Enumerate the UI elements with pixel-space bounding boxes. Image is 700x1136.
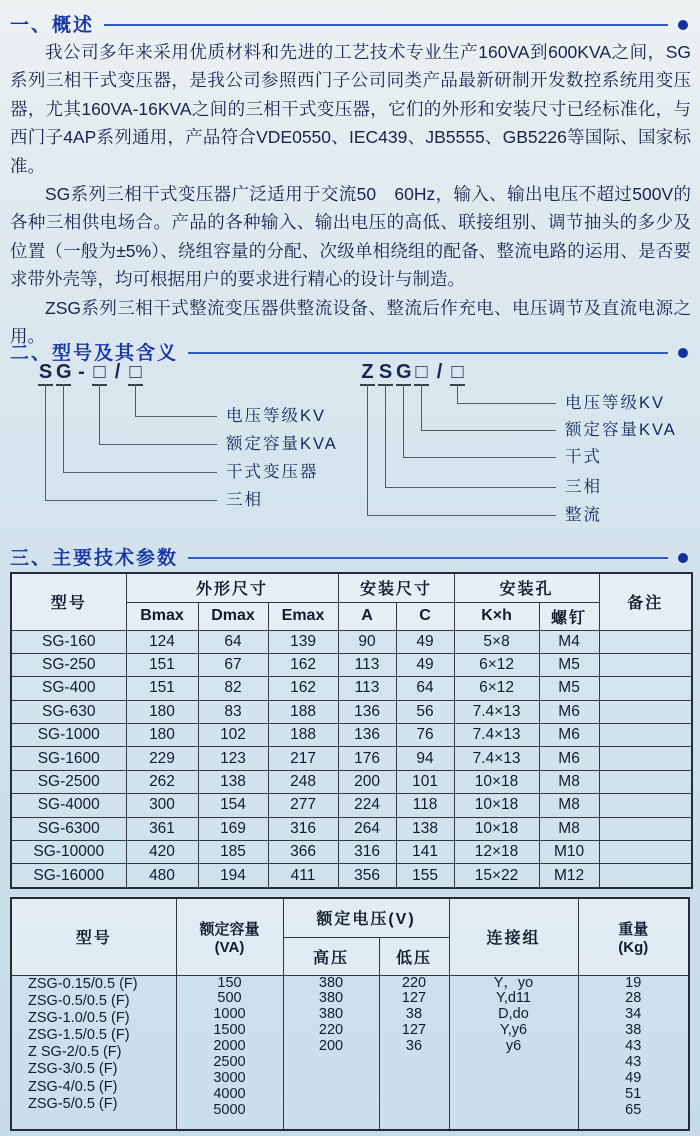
- cell-emax: 188: [268, 700, 338, 723]
- cell-model: SG-400: [11, 677, 126, 700]
- zsg-ratings-table: [10, 897, 690, 1131]
- cell-kxh: 15×22: [454, 864, 539, 888]
- cell-a: 316: [338, 841, 396, 864]
- high-voltage-value: 380: [318, 974, 344, 991]
- weight-value: 38: [625, 1022, 642, 1039]
- zsg-model-value: Z SG-2/0.5 (F): [28, 1044, 122, 1061]
- cell-a: 136: [338, 724, 396, 747]
- cell-model: SG-6300: [11, 817, 126, 840]
- low-voltage-value: 127: [401, 990, 427, 1007]
- cell-kxh: 6×12: [454, 677, 539, 700]
- cell-remark: [599, 794, 692, 817]
- model-code-character: /: [436, 361, 443, 383]
- cell-dmax: 64: [198, 630, 268, 653]
- sg-table-row: [11, 864, 692, 888]
- column-models: [11, 975, 176, 1130]
- cell-screw: M6: [539, 747, 599, 770]
- cell-kxh: 7.4×13: [454, 724, 539, 747]
- cell-kxh: 10×18: [454, 770, 539, 793]
- model-code-label: 电压等级KV: [226, 407, 327, 425]
- cell-emax: 162: [268, 653, 338, 676]
- zsg-model-value: ZSG-0.5/0.5 (F): [28, 992, 130, 1009]
- cell-remark: [599, 770, 692, 793]
- cell-screw: M5: [539, 653, 599, 676]
- model-code-character: □: [128, 360, 143, 386]
- cell-c: 94: [396, 747, 454, 770]
- header-weight-line1: 重量: [618, 920, 649, 938]
- cell-bmax: 124: [126, 630, 198, 653]
- header-connection-group: 连接组: [449, 898, 578, 975]
- weight-value: 34: [625, 1006, 642, 1023]
- zsg-model-value: ZSG-1.0/0.5 (F): [28, 1009, 130, 1026]
- cell-bmax: 180: [126, 700, 198, 723]
- capacity-value: 5000: [213, 1101, 246, 1118]
- sg-dimensions-table-container: [10, 572, 693, 889]
- high-voltage-value: 220: [318, 1022, 344, 1039]
- connection-group-value: Y,d11: [496, 990, 531, 1007]
- cell-bmax: 262: [126, 770, 198, 793]
- sg-table-header: [11, 573, 692, 630]
- cell-remark: [599, 724, 692, 747]
- cell-bmax: 361: [126, 817, 198, 840]
- cell-model: SG-630: [11, 700, 126, 723]
- cell-c: 64: [396, 677, 454, 700]
- cell-dmax: 194: [198, 864, 268, 888]
- cell-a: 113: [338, 677, 396, 700]
- connection-group-value: y6: [505, 1038, 522, 1055]
- cell-c: 141: [396, 841, 454, 864]
- cell-a: 264: [338, 817, 396, 840]
- cell-screw: M8: [539, 794, 599, 817]
- zsg-table-data-row: [11, 975, 689, 1130]
- cell-bmax: 420: [126, 841, 198, 864]
- cell-model: SG-4000: [11, 794, 126, 817]
- model-code-character: G: [396, 360, 411, 386]
- model-code-character: G: [56, 360, 71, 386]
- sg-table-row: [11, 630, 692, 653]
- header-c: C: [396, 602, 454, 630]
- zsg-model-value: ZSG-4/0.5 (F): [28, 1078, 118, 1095]
- header-mounting-holes: 安装孔: [454, 573, 599, 602]
- cell-bmax: 180: [126, 724, 198, 747]
- cell-c: 118: [396, 794, 454, 817]
- cell-a: 176: [338, 747, 396, 770]
- cell-c: 56: [396, 700, 454, 723]
- cell-c: 76: [396, 724, 454, 747]
- model-code-label: 干式变压器: [226, 463, 319, 481]
- cell-c: 49: [396, 653, 454, 676]
- sg-table-row: [11, 724, 692, 747]
- sg-table-body: [11, 630, 692, 888]
- header-emax: Emax: [268, 602, 338, 630]
- overview-paragraph-1: 我公司多年来采用优质材料和先进的工艺技术专业生产160VA到600KVA之间，SG系列三相干式变压器，是我公司参照西门子公司同类产品最新研制开发数控系统用变压器，尤其160VA-16KVA之间的三相干式变压器，它们的外形和安装尺寸已经标准化，与西门子4AP系列通用，产品符合VDE0550、IEC439、JB5555、GB5226等国际、国家标准。: [10, 42, 691, 176]
- model-code-character: S: [378, 360, 393, 386]
- header-weight: [578, 898, 689, 975]
- cell-a: 113: [338, 653, 396, 676]
- low-voltage-value: 127: [401, 1022, 427, 1039]
- model-code-label: 三相: [226, 491, 263, 509]
- model-code-character: □: [450, 360, 465, 386]
- zsg-code-connectors: [10, 360, 691, 538]
- cell-emax: 188: [268, 724, 338, 747]
- zsg-model-value: ZSG-1.5/0.5 (F): [28, 1027, 130, 1044]
- connection-group-value: Y,y6: [499, 1022, 528, 1039]
- cell-dmax: 82: [198, 677, 268, 700]
- cell-screw: M4: [539, 630, 599, 653]
- heading-dot-icon: [678, 348, 688, 358]
- column-weight: [578, 975, 689, 1130]
- cell-model: SG-16000: [11, 864, 126, 888]
- cell-model: SG-10000: [11, 841, 126, 864]
- cell-a: 200: [338, 770, 396, 793]
- header-weight-line2: (Kg): [618, 938, 649, 956]
- overview-section: [10, 38, 691, 350]
- weight-value: 65: [625, 1101, 642, 1118]
- header-remarks: 备注: [599, 573, 692, 630]
- zsg-model-value: ZSG-5/0.5 (F): [28, 1095, 118, 1112]
- cell-model: SG-1000: [11, 724, 126, 747]
- cell-screw: M8: [539, 817, 599, 840]
- high-voltage-value: 200: [318, 1038, 344, 1055]
- capacity-value: 1000: [213, 1006, 246, 1023]
- cell-c: 101: [396, 770, 454, 793]
- cell-remark: [599, 630, 692, 653]
- column-rated-capacity: [176, 975, 283, 1130]
- zsg-table-header: [11, 898, 689, 975]
- weight-value: 49: [625, 1069, 642, 1086]
- cell-dmax: 123: [198, 747, 268, 770]
- cell-remark: [599, 747, 692, 770]
- cell-screw: M8: [539, 770, 599, 793]
- cell-emax: 162: [268, 677, 338, 700]
- cell-dmax: 185: [198, 841, 268, 864]
- cell-screw: M6: [539, 700, 599, 723]
- sg-table-row: [11, 700, 692, 723]
- connection-group-value: Y，yo: [493, 974, 534, 991]
- capacity-value: 500: [217, 990, 242, 1007]
- cell-model: SG-2500: [11, 770, 126, 793]
- cell-dmax: 102: [198, 724, 268, 747]
- cell-screw: M5: [539, 677, 599, 700]
- model-code-label: 电压等级KV: [565, 394, 666, 412]
- cell-kxh: 5×8: [454, 630, 539, 653]
- column-high-voltage: [283, 975, 379, 1130]
- sg-table-row: [11, 770, 692, 793]
- model-code-character: Z: [360, 360, 375, 386]
- heading-rule: [188, 352, 668, 354]
- cell-kxh: 10×18: [454, 817, 539, 840]
- sg-table-row: [11, 677, 692, 700]
- cell-emax: 411: [268, 864, 338, 888]
- cell-bmax: 229: [126, 747, 198, 770]
- header-kxh: K×h: [454, 602, 539, 630]
- cell-remark: [599, 864, 692, 888]
- cell-screw: M12: [539, 864, 599, 888]
- zsg-table-body: [11, 975, 689, 1130]
- cell-a: 90: [338, 630, 396, 653]
- cell-emax: 139: [268, 630, 338, 653]
- capacity-value: 150: [217, 974, 242, 991]
- column-low-voltage: [379, 975, 449, 1130]
- weight-value: 28: [625, 990, 642, 1007]
- cell-a: 356: [338, 864, 396, 888]
- connection-group-value: D,do: [498, 1006, 529, 1023]
- cell-emax: 217: [268, 747, 338, 770]
- section-1-title: 一、概述: [10, 15, 95, 36]
- cell-remark: [599, 677, 692, 700]
- model-code-label: 额定容量KVA: [565, 421, 677, 439]
- cell-c: 138: [396, 817, 454, 840]
- heading-dot-icon: [678, 20, 688, 30]
- cell-kxh: 10×18: [454, 794, 539, 817]
- high-voltage-value: 380: [318, 1006, 344, 1023]
- sg-table-row: [11, 653, 692, 676]
- cell-emax: 316: [268, 817, 338, 840]
- section-3-title: 三、主要技术参数: [10, 548, 179, 569]
- cell-emax: 277: [268, 794, 338, 817]
- cell-a: 136: [338, 700, 396, 723]
- header-model: 型号: [11, 898, 176, 975]
- model-code-character: -: [78, 361, 85, 383]
- cell-dmax: 67: [198, 653, 268, 676]
- weight-value: 51: [625, 1085, 642, 1102]
- cell-remark: [599, 700, 692, 723]
- model-code-character: □: [414, 360, 429, 386]
- cell-c: 49: [396, 630, 454, 653]
- low-voltage-value: 220: [401, 974, 427, 991]
- header-rated-capacity: [176, 898, 283, 975]
- heading-rule: [104, 24, 668, 26]
- model-code-label: 三相: [565, 478, 602, 496]
- header-mounting-dimensions: 安装尺寸: [338, 573, 454, 602]
- header-screw: 螺钉: [539, 602, 599, 630]
- section-1-heading: [10, 10, 688, 37]
- cell-bmax: 151: [126, 677, 198, 700]
- cell-c: 155: [396, 864, 454, 888]
- weight-value: 43: [625, 1053, 642, 1070]
- high-voltage-value: 380: [318, 990, 344, 1007]
- model-meaning-diagram: [10, 360, 691, 538]
- model-code-character: □: [92, 360, 107, 386]
- heading-rule: [188, 557, 668, 559]
- zsg-model-value: ZSG-0.15/0.5 (F): [28, 975, 138, 992]
- sg-table-row: [11, 794, 692, 817]
- header-a: A: [338, 602, 396, 630]
- header-outline-dimensions: 外形尺寸: [126, 573, 338, 602]
- cell-dmax: 154: [198, 794, 268, 817]
- cell-dmax: 83: [198, 700, 268, 723]
- cell-model: SG-1600: [11, 747, 126, 770]
- section-2-title: 二、型号及其含义: [10, 343, 179, 364]
- cell-emax: 248: [268, 770, 338, 793]
- cell-bmax: 480: [126, 864, 198, 888]
- cell-screw: M6: [539, 724, 599, 747]
- model-code-label: 整流: [565, 506, 602, 524]
- capacity-value: 4000: [213, 1085, 246, 1102]
- low-voltage-value: 36: [405, 1038, 423, 1055]
- cell-a: 224: [338, 794, 396, 817]
- cell-dmax: 169: [198, 817, 268, 840]
- cell-bmax: 151: [126, 653, 198, 676]
- capacity-value: 2000: [213, 1038, 246, 1055]
- overview-paragraph-3: ZSG系列三相干式整流变压器供整流设备、整流后作充电、电压调节及直流电源之用。: [10, 297, 691, 347]
- sg-table-row: [11, 817, 692, 840]
- cell-kxh: 7.4×13: [454, 700, 539, 723]
- capacity-value: 2500: [213, 1053, 246, 1070]
- cell-kxh: 12×18: [454, 841, 539, 864]
- sg-table-row: [11, 841, 692, 864]
- cell-model: SG-160: [11, 630, 126, 653]
- zsg-model-value: ZSG-3/0.5 (F): [28, 1061, 118, 1078]
- cell-emax: 366: [268, 841, 338, 864]
- cell-remark: [599, 817, 692, 840]
- model-code-label: 干式: [565, 448, 602, 466]
- model-code-character: S: [38, 360, 53, 386]
- model-code-character: /: [114, 361, 121, 383]
- cell-dmax: 138: [198, 770, 268, 793]
- cell-kxh: 7.4×13: [454, 747, 539, 770]
- weight-value: 19: [625, 974, 642, 991]
- header-rated-capacity-line2: (VA): [214, 938, 245, 956]
- header-dmax: Dmax: [198, 602, 268, 630]
- header-low-voltage: 低压: [379, 937, 449, 975]
- capacity-value: 3000: [213, 1069, 246, 1086]
- header-rated-capacity-line1: 额定容量: [199, 920, 260, 938]
- column-connection-group: [449, 975, 578, 1130]
- model-code-label: 额定容量KVA: [226, 435, 338, 453]
- sg-table-row: [11, 747, 692, 770]
- zsg-ratings-table-container: [10, 897, 690, 1131]
- header-bmax: Bmax: [126, 602, 198, 630]
- header-model: 型号: [11, 573, 126, 630]
- cell-bmax: 300: [126, 794, 198, 817]
- heading-dot-icon: [678, 553, 688, 563]
- header-high-voltage: 高压: [283, 937, 379, 975]
- header-rated-voltage: 额定电压(V): [283, 898, 449, 937]
- cell-screw: M10: [539, 841, 599, 864]
- low-voltage-value: 38: [405, 1006, 423, 1023]
- weight-value: 43: [625, 1038, 642, 1055]
- cell-model: SG-250: [11, 653, 126, 676]
- overview-paragraph-2: SG系列三相干式变压器广泛适用于交流50 60Hz，输入、输出电压不超过500V的各种三相供电场合。产品的各种输入、输出电压的高低、联接组别、调节抽头的多少及位置（一般为±5%）、绕组容量的分配、次级单相绕组的配备、整流电路的运用、是否要求带外壳等，均可根据用户的要求进行精心的设计与制造。: [10, 184, 691, 290]
- cell-kxh: 6×12: [454, 653, 539, 676]
- cell-remark: [599, 841, 692, 864]
- cell-remark: [599, 653, 692, 676]
- capacity-value: 1500: [213, 1022, 246, 1039]
- section-3-heading: [10, 543, 688, 570]
- sg-dimensions-table: [10, 572, 693, 889]
